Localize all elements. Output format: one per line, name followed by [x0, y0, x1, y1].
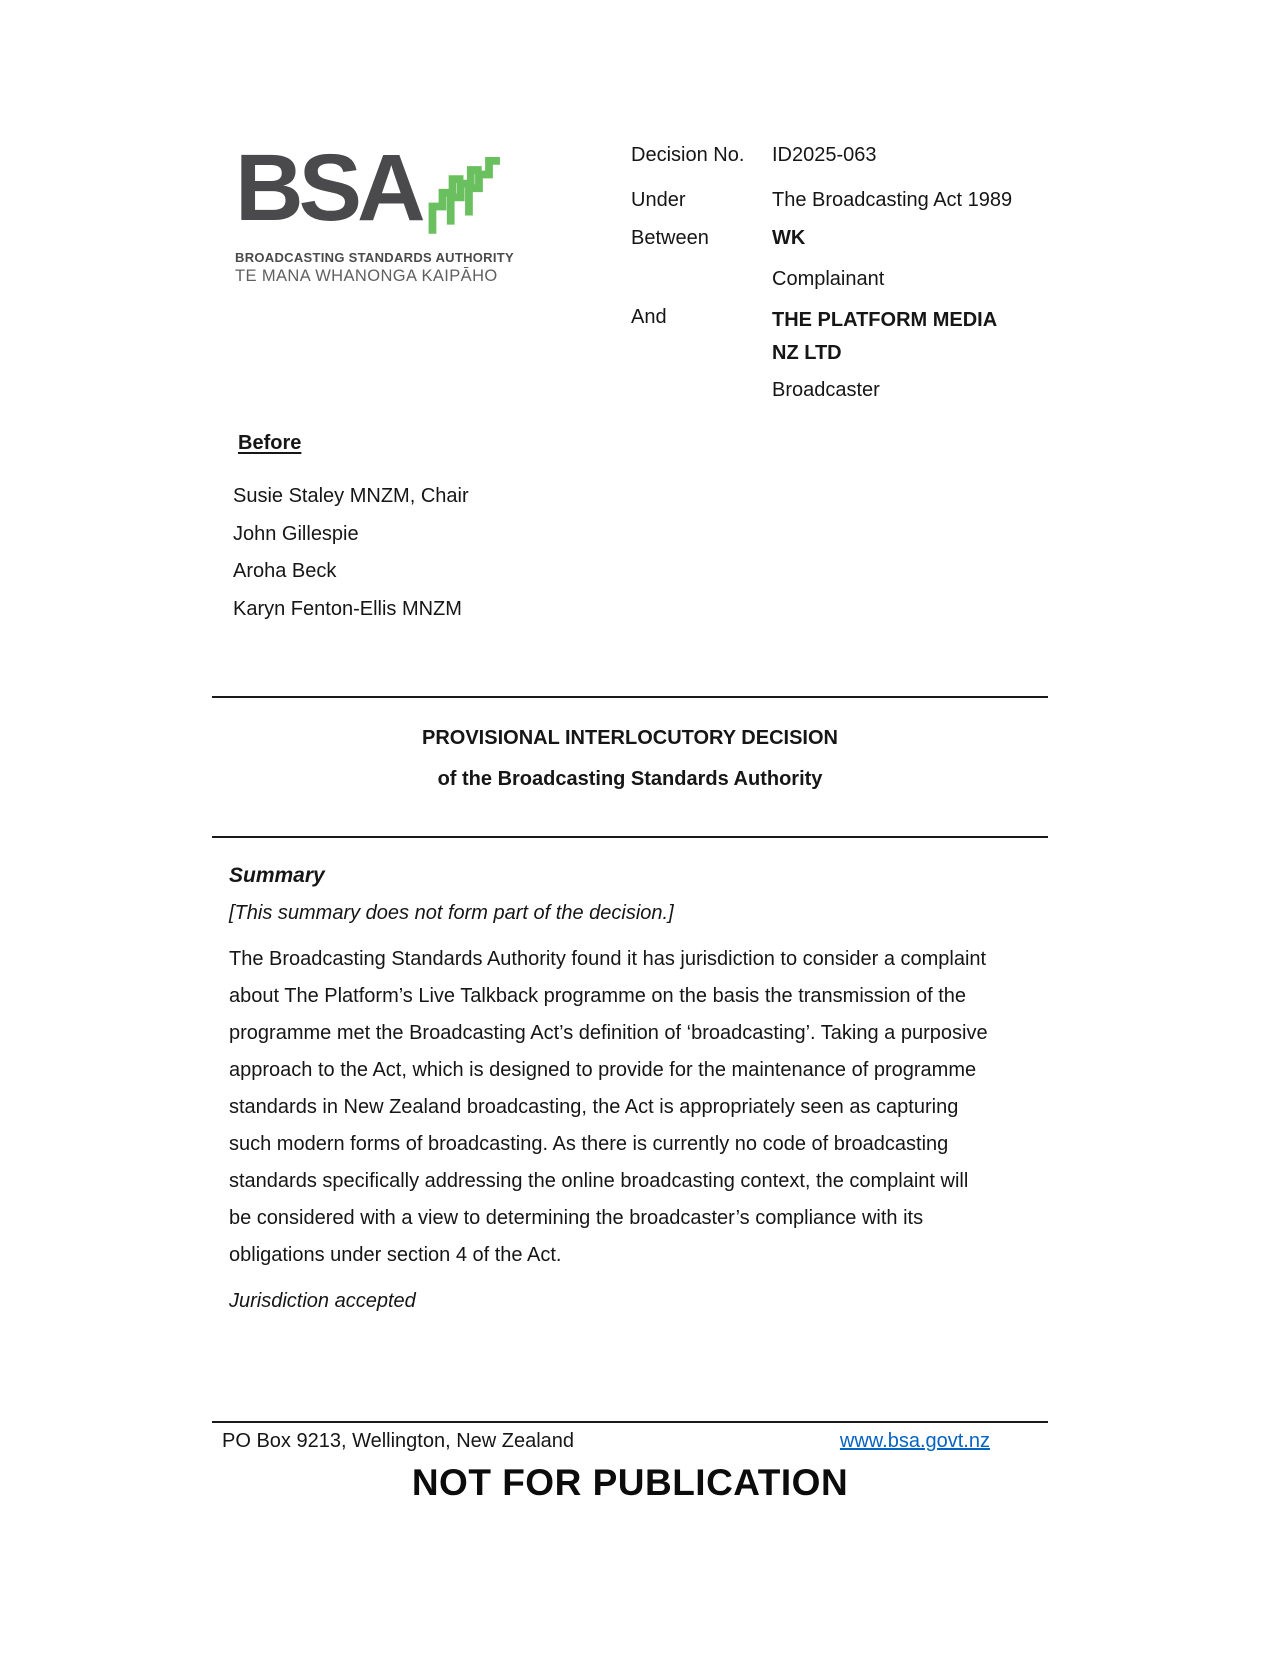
case-details-table: [631, 142, 1031, 403]
footer-rule: [212, 1421, 1048, 1423]
bsa-logo: [235, 135, 514, 286]
bsa-logo-name-english: BROADCASTING STANDARDS AUTHORITY: [235, 250, 514, 265]
panel-member: Susie Staley MNZM, Chair: [233, 485, 469, 507]
case-label: [631, 266, 772, 292]
case-row-and: [631, 304, 1031, 370]
panel-member: John Gillespie: [233, 522, 359, 545]
complainant-role: Complainant: [772, 268, 885, 290]
decision-title-line1: PROVISIONAL INTERLOCUTORY DECISION: [422, 727, 838, 749]
case-label: And: [631, 306, 667, 328]
summary-disclaimer: [This summary does not form part of the decision.]: [229, 902, 674, 924]
case-label: Between: [631, 227, 709, 249]
broadcaster-name: THE PLATFORM MEDIA NZ LTD: [772, 309, 997, 364]
summary-heading: Summary: [229, 864, 325, 887]
case-row-broadcaster: [631, 377, 1031, 403]
act-reference: The Broadcasting Act 1989: [772, 189, 1013, 211]
case-row-under: [631, 187, 1031, 213]
footer-address: PO Box 9213, Wellington, New Zealand: [222, 1430, 575, 1452]
before-heading: Before: [238, 432, 302, 454]
footer: [222, 1430, 990, 1453]
case-label: Under: [631, 189, 686, 211]
panel-members-list: [233, 478, 469, 628]
decision-title-line2: of the Broadcasting Standards Authority: [437, 768, 823, 790]
bsa-logo-acronym: BSA: [235, 135, 421, 241]
decision-title: [212, 727, 1048, 790]
case-label: Decision No.: [631, 144, 745, 166]
case-row-decision-no: [631, 142, 1031, 168]
decision-number: ID2025-063: [772, 144, 877, 166]
bsa-logo-name-maori: TE MANA WHANONGA KAIPĀHO: [235, 267, 498, 285]
case-label: [631, 377, 772, 403]
summary-outcome: Jurisdiction accepted: [229, 1290, 416, 1312]
case-row-between: [631, 225, 1031, 251]
broadcaster-role: Broadcaster: [772, 379, 880, 401]
footer-website-link[interactable]: www.bsa.govt.nz: [839, 1430, 990, 1452]
case-row-complainant: [631, 266, 1031, 292]
panel-member: Karyn Fenton-Ellis MNZM: [233, 597, 462, 620]
summary-body-paragraph: The Broadcasting Standards Authority found it has jurisdiction to consider a complaint about The Platform’s Live Talkback programme on the basis the transmission of the programme met the Broadcasting Act’s definition of ‘broadcasting’. Taking a purposive approach to the Act, which is designed to provide for the maintenance of programme standards in New Zealand broadcasting, the Act is appropriately seen as capturing such modern forms of broadcasting. As there is currently no code of broadcasting standards specifically addressing the online broadcasting context, the complaint will be considered with a view to determining the broadcaster’s compliance with its obligations under section 4 of the Act.: [229, 948, 988, 1266]
horizontal-rule-bottom: [212, 836, 1048, 838]
horizontal-rule-top: [212, 696, 1048, 698]
green-zigzag-steps-icon: [427, 148, 505, 243]
complainant-name: WK: [772, 227, 806, 249]
bsa-logo-row: [235, 135, 505, 243]
panel-member: Aroha Beck: [233, 560, 337, 582]
not-for-publication-stamp: NOT FOR PUBLICATION: [411, 1462, 849, 1503]
